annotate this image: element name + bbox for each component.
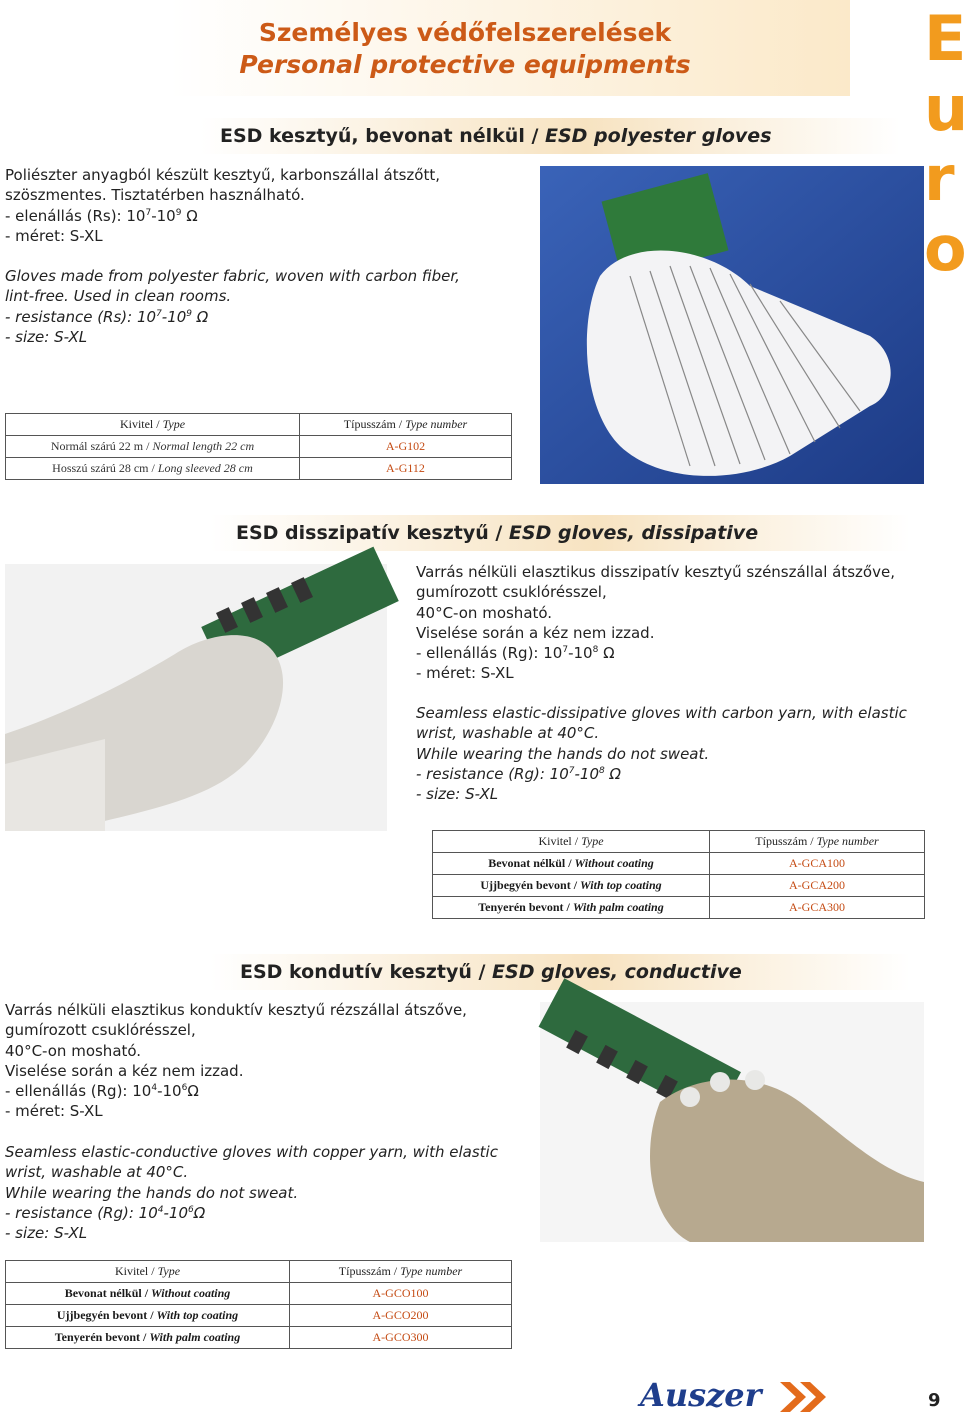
brand-chevron-icon bbox=[778, 1380, 838, 1414]
table-3-header-number: Típusszám / Type number bbox=[290, 1261, 512, 1283]
page-title-en: Personal protective equipments bbox=[239, 50, 691, 79]
side-logo-letter-3: r bbox=[924, 142, 955, 215]
section-1-desc-en: Gloves made from polyester fabric, woven with carbon fiber, lint-free. Used in clean rooms. - resistance (Rs): $10^7-10^9$ Ω - size: S-XL bbox=[5, 267, 460, 346]
page-title-hu: Személyes védőfelszerelések bbox=[258, 18, 672, 47]
section-3-desc-hu: Varrás nélküli elasztikus konduktív kesztyű rézszállal átszőve, gumírozott csuklórésszel, 40°C-on mosható. Viselése során a kéz nem izzad. - ellenállás (Rg): $10^4-10^6\Omega$ - méret: S-XL bbox=[5, 1001, 467, 1121]
side-logo-letter-2: u bbox=[924, 72, 968, 145]
section-1-desc-hu: Poliészter anyagból készült kesztyű, karbonszállal átszőtt, szöszmentes. Tisztatérben használható. - elenállás (Rs): $10^7-10^9$ Ω - méret: S-XL bbox=[5, 166, 440, 245]
table-row: Normál szárú 22 m / Normal length 22 cm A-G102 bbox=[6, 436, 512, 458]
section-2-table bbox=[432, 830, 925, 919]
section-1-table bbox=[5, 413, 512, 480]
table-row: Hosszú szárú 28 cm / Long sleeved 28 cm A-G112 bbox=[6, 458, 512, 480]
section-3-desc-en: Seamless elastic-conductive gloves with copper yarn, with elastic wrist, washable at 40°C. While wearing the hands do not sweat. - resistance (Rg): $10^4-10^6\Omega$ - size: S-XL bbox=[5, 1143, 498, 1243]
section-2-desc-en: Seamless elastic-dissipative gloves with carbon yarn, with elastic wrist, washable at 40°C. While wearing the hands do not sweat. - resistance (Rg): $10^7-10^8$ Ω - size: S-XL bbox=[416, 704, 907, 804]
section-3-table bbox=[5, 1260, 512, 1349]
side-logo-letter-4: o bbox=[924, 212, 967, 285]
brand-logo: Auszer bbox=[640, 1376, 762, 1414]
conductive-glove-photo bbox=[540, 1002, 924, 1242]
table-2-header-type: Kivitel / Type bbox=[433, 831, 710, 853]
table-1-header-number: Típusszám / Type number bbox=[300, 414, 512, 436]
table-row: Bevonat nélkül / Without coating A-GCO100 bbox=[6, 1283, 512, 1305]
table-3-header-type: Kivitel / Type bbox=[6, 1261, 290, 1283]
section-1-heading: ESD kesztyű, bevonat nélkül / ESD polyester gloves bbox=[220, 125, 772, 147]
table-row: Tenyerén bevont / With palm coating A-GCA300 bbox=[433, 897, 925, 919]
dissipative-glove-photo bbox=[5, 564, 387, 831]
table-row: Ujjbegyén bevont / With top coating A-GCA200 bbox=[433, 875, 925, 897]
section-2-heading: ESD disszipatív kesztyű / ESD gloves, dissipative bbox=[236, 522, 759, 544]
side-logo-letter-1: E bbox=[924, 2, 967, 75]
polyester-glove-photo bbox=[540, 166, 924, 484]
table-1-header-type: Kivitel / Type bbox=[6, 414, 300, 436]
table-row: Tenyerén bevont / With palm coating A-GCO300 bbox=[6, 1327, 512, 1349]
table-2-header-number: Típusszám / Type number bbox=[710, 831, 925, 853]
title-band bbox=[0, 0, 850, 96]
section-2-desc-hu: Varrás nélküli elasztikus disszipatív kesztyű szénszállal átszőve, gumírozott csuklórésszel, 40°C-on mosható. Viselése során a kéz nem izzad. - ellenállás (Rg): $10^7-10^8$ Ω - méret: S-XL bbox=[416, 563, 895, 683]
table-row: Bevonat nélkül / Without coating A-GCA100 bbox=[433, 853, 925, 875]
section-3-heading: ESD kondutív kesztyű / ESD gloves, conductive bbox=[240, 961, 742, 983]
page-number: 9 bbox=[928, 1390, 941, 1411]
table-row: Ujjbegyén bevont / With top coating A-GCO200 bbox=[6, 1305, 512, 1327]
